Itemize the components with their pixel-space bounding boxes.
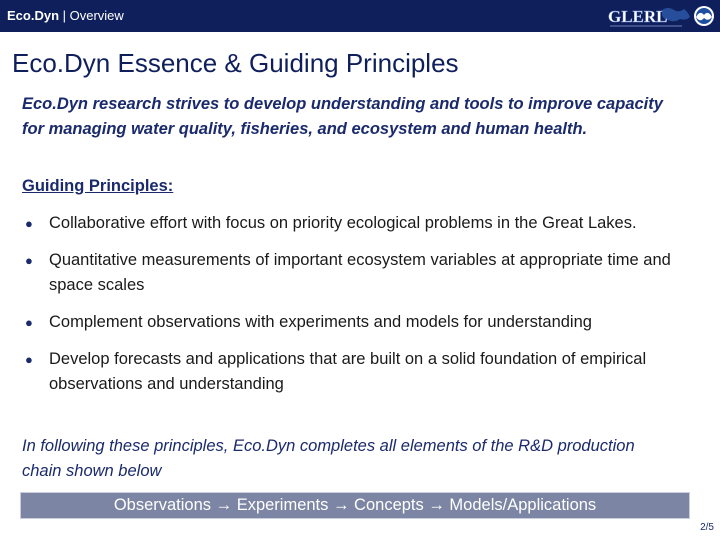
principles-heading: Guiding Principles:	[22, 177, 174, 195]
noaa-seal-icon	[694, 6, 714, 26]
bullet-dot: ●	[25, 253, 33, 268]
bullet-dot: ●	[25, 216, 33, 231]
lead-statement: Eco.Dyn research strives to develop understanding and tools to improve capacity for managing water quality, fisheries, and ecosystem and human health.	[22, 95, 663, 138]
header-bar	[0, 0, 720, 32]
slide-title: Eco.Dyn Essence & Guiding Principles	[12, 48, 459, 78]
breadcrumb-app-name: Eco.Dyn	[7, 8, 60, 23]
production-chain-bar	[20, 492, 690, 519]
principle-text: Complement observations with experiments and models for understanding	[49, 313, 592, 331]
bullet-dot: ●	[25, 315, 33, 330]
principle-item	[22, 248, 682, 298]
closing-statement: In following these principles, Eco.Dyn completes all elements of the R&D production chain shown below	[22, 437, 635, 480]
bullet-dot: ●	[25, 352, 33, 367]
breadcrumb-section: Overview	[69, 8, 124, 23]
principle-item	[22, 310, 682, 335]
principle-item	[22, 347, 682, 397]
breadcrumb-separator: |	[59, 8, 70, 23]
principle-item	[22, 211, 682, 236]
breadcrumb	[7, 8, 124, 23]
principle-text: Collaborative effort with focus on priority ecological problems in the Great Lakes.	[49, 214, 637, 232]
logo-text: GLERL	[608, 7, 668, 26]
production-chain-text: Observations → Experiments → Concepts → Models/Applications	[113, 496, 597, 514]
principle-text: Quantitative measurements of important ecosystem variables at appropriate time and space scales	[49, 251, 671, 294]
page-number: 2/5	[700, 522, 714, 533]
glerl-logo-icon	[604, 2, 718, 30]
principle-text: Develop forecasts and applications that are built on a solid foundation of empirical observations and understanding	[49, 350, 647, 393]
principles-list	[22, 211, 682, 409]
